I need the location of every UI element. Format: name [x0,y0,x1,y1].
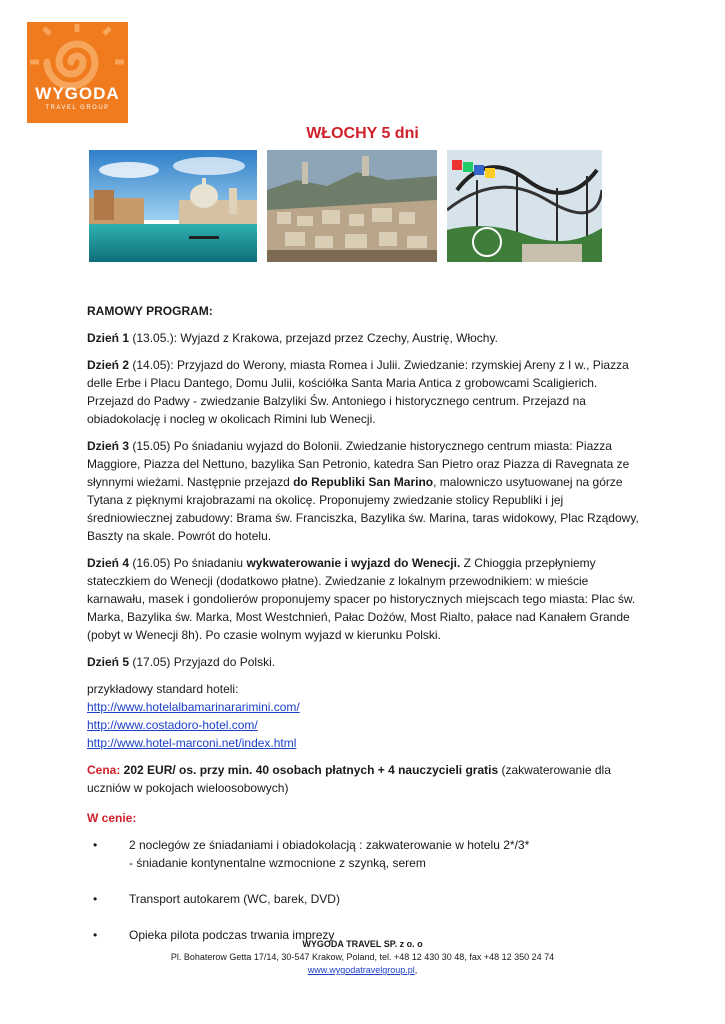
list-item [87,890,642,908]
day-3-label: Dzień 3 [87,439,130,453]
day-4-text-1: (16.05) Po śniadaniu [129,556,247,570]
include-item-3: Opieka pilota podczas trwania imprezy [129,928,335,942]
day-3-text-1: (15.05) Po śniadaniu wyjazd do Bolonii. Zwiedzanie historycznego centrum miasta: Piazza Maggiore, Piazza del Nettuno, bazylika San Petronio, katedra San Pietro oraz Piazza di Ravegnata ze słynnymi wieżami. Następnie przejazd [87,439,630,489]
program-content [87,302,642,953]
logo-name: WYGODA [35,84,120,103]
day-1-text: (13.05.): Wyjazd z Krakowa, przejazd przez Czechy, Austrię, Włochy. [129,331,498,345]
day-4-text-2: Z Chioggia przepłyniemy stateczkiem do Wenecji (dodatkowo płatne). Zwiedzanie z lokalnym przewodnikiem: w mieście karnawału, masek i gondolierów proponujemy spacer po historycznych miejscach tego miasta: Plac św. Marka, Bazylika św. Marka, Most Westchnień, Pałac Dożów, Most Rialto, pałace nad Kanałem Grande (pobyt w Wenecji 8h). Po czasie wolnym wyjazd w kierunku Polski. [87,556,636,642]
price-value: 202 EUR/ os. przy min. 40 osobach płatnych + 4 nauczycieli gratis [120,763,499,777]
includes-list [87,836,642,944]
footer-company: WYGODA TRAVEL SP. z o. o [302,939,423,949]
day-4-label: Dzień 4 [87,556,130,570]
includes-heading: W cenie: [87,811,137,825]
san-marino-photo [267,150,437,262]
include-item-1: 2 noclegów ze śniadaniami i obiadokolacją : zakwaterowanie w hotelu 2*/3* [129,838,530,852]
day-4-bold: wykwaterowanie i wyjazd do Wenecji. [246,556,461,570]
day-5 [87,653,642,671]
list-item [87,836,642,872]
day-2 [87,356,642,428]
bullet-icon: • [93,928,98,942]
day-3-text-2: , malowniczo usytuowanej na górze Tytana z pięknymi krajobrazami na okolicę. Proponujemy zwiedzanie stolicy Republiki i jej średniowiecznej zabudowy: Brama św. Franciszka, Bazylika św. Marina, taras widokowy, Plac Rządowy, Baszty na skale. Powrót do hotelu. [87,475,639,543]
hotels-label: przykładowy standard hoteli: [87,682,239,696]
amusement-park-photo [447,150,602,262]
bullet-icon: • [93,838,98,852]
page-title: WŁOCHY 5 dni [306,125,419,142]
day-3 [87,437,642,545]
day-1-label: Dzień 1 [87,331,130,345]
day-5-label: Dzień 5 [87,655,130,669]
price-note: (zakwaterowanie dla uczniów w pokojach wieloosobowych) [87,763,611,795]
hotel-link-3[interactable]: http://www.hotel-marconi.net/index.html [87,736,297,750]
footer-website-link[interactable]: www.wygodatravelgroup.pl [307,965,415,975]
hotels-section [87,680,642,752]
include-item-2: Transport autokarem (WC, barek, DVD) [129,892,340,906]
program-heading: RAMOWY PROGRAM: [87,304,213,318]
day-2-text: (14.05): Przyjazd do Werony, miasta Romea i Julii. Zwiedzanie: rzymskiej Areny z I w., Piazza delle Erbe i Placu Dantego, Domu Julii, kościółka Santa Maria Antica z grobowcami Scaligierich. Przejazd do Padwy - zwiedzanie Balzyliki Św. Antoniego i historycznego centrum. Przejazd na obiadokolację i nocleg w okolicach Rimini lub Wenecji. [87,358,629,426]
venice-photo [89,150,257,262]
company-logo [27,22,128,123]
day-2-label: Dzień 2 [87,358,130,372]
price-label: Cena: [87,763,121,777]
day-4 [87,554,642,644]
hotel-link-2[interactable]: http://www.costadoro-hotel.com/ [87,718,258,732]
page-footer [0,938,725,977]
day-1 [87,329,642,347]
hotel-link-1[interactable]: http://www.hotelalbamarinararimini.com/ [87,700,300,714]
bullet-icon: • [93,892,98,906]
logo-subtitle: TRAVEL GROUP [45,105,110,111]
price-section [87,761,642,797]
day-3-bold: do Republiki San Marino [293,475,434,489]
include-item-1-note: - śniadanie kontynentalne wzmocnione z szynką, serem [129,856,426,870]
day-5-text: (17.05) Przyjazd do Polski. [129,655,276,669]
footer-website-suffix: , [414,965,418,975]
footer-address: Pl. Bohaterow Getta 17/14, 30-547 Krakow, Poland, tel. +48 12 430 30 48, fax +48 12 350 24 74 [170,952,555,962]
